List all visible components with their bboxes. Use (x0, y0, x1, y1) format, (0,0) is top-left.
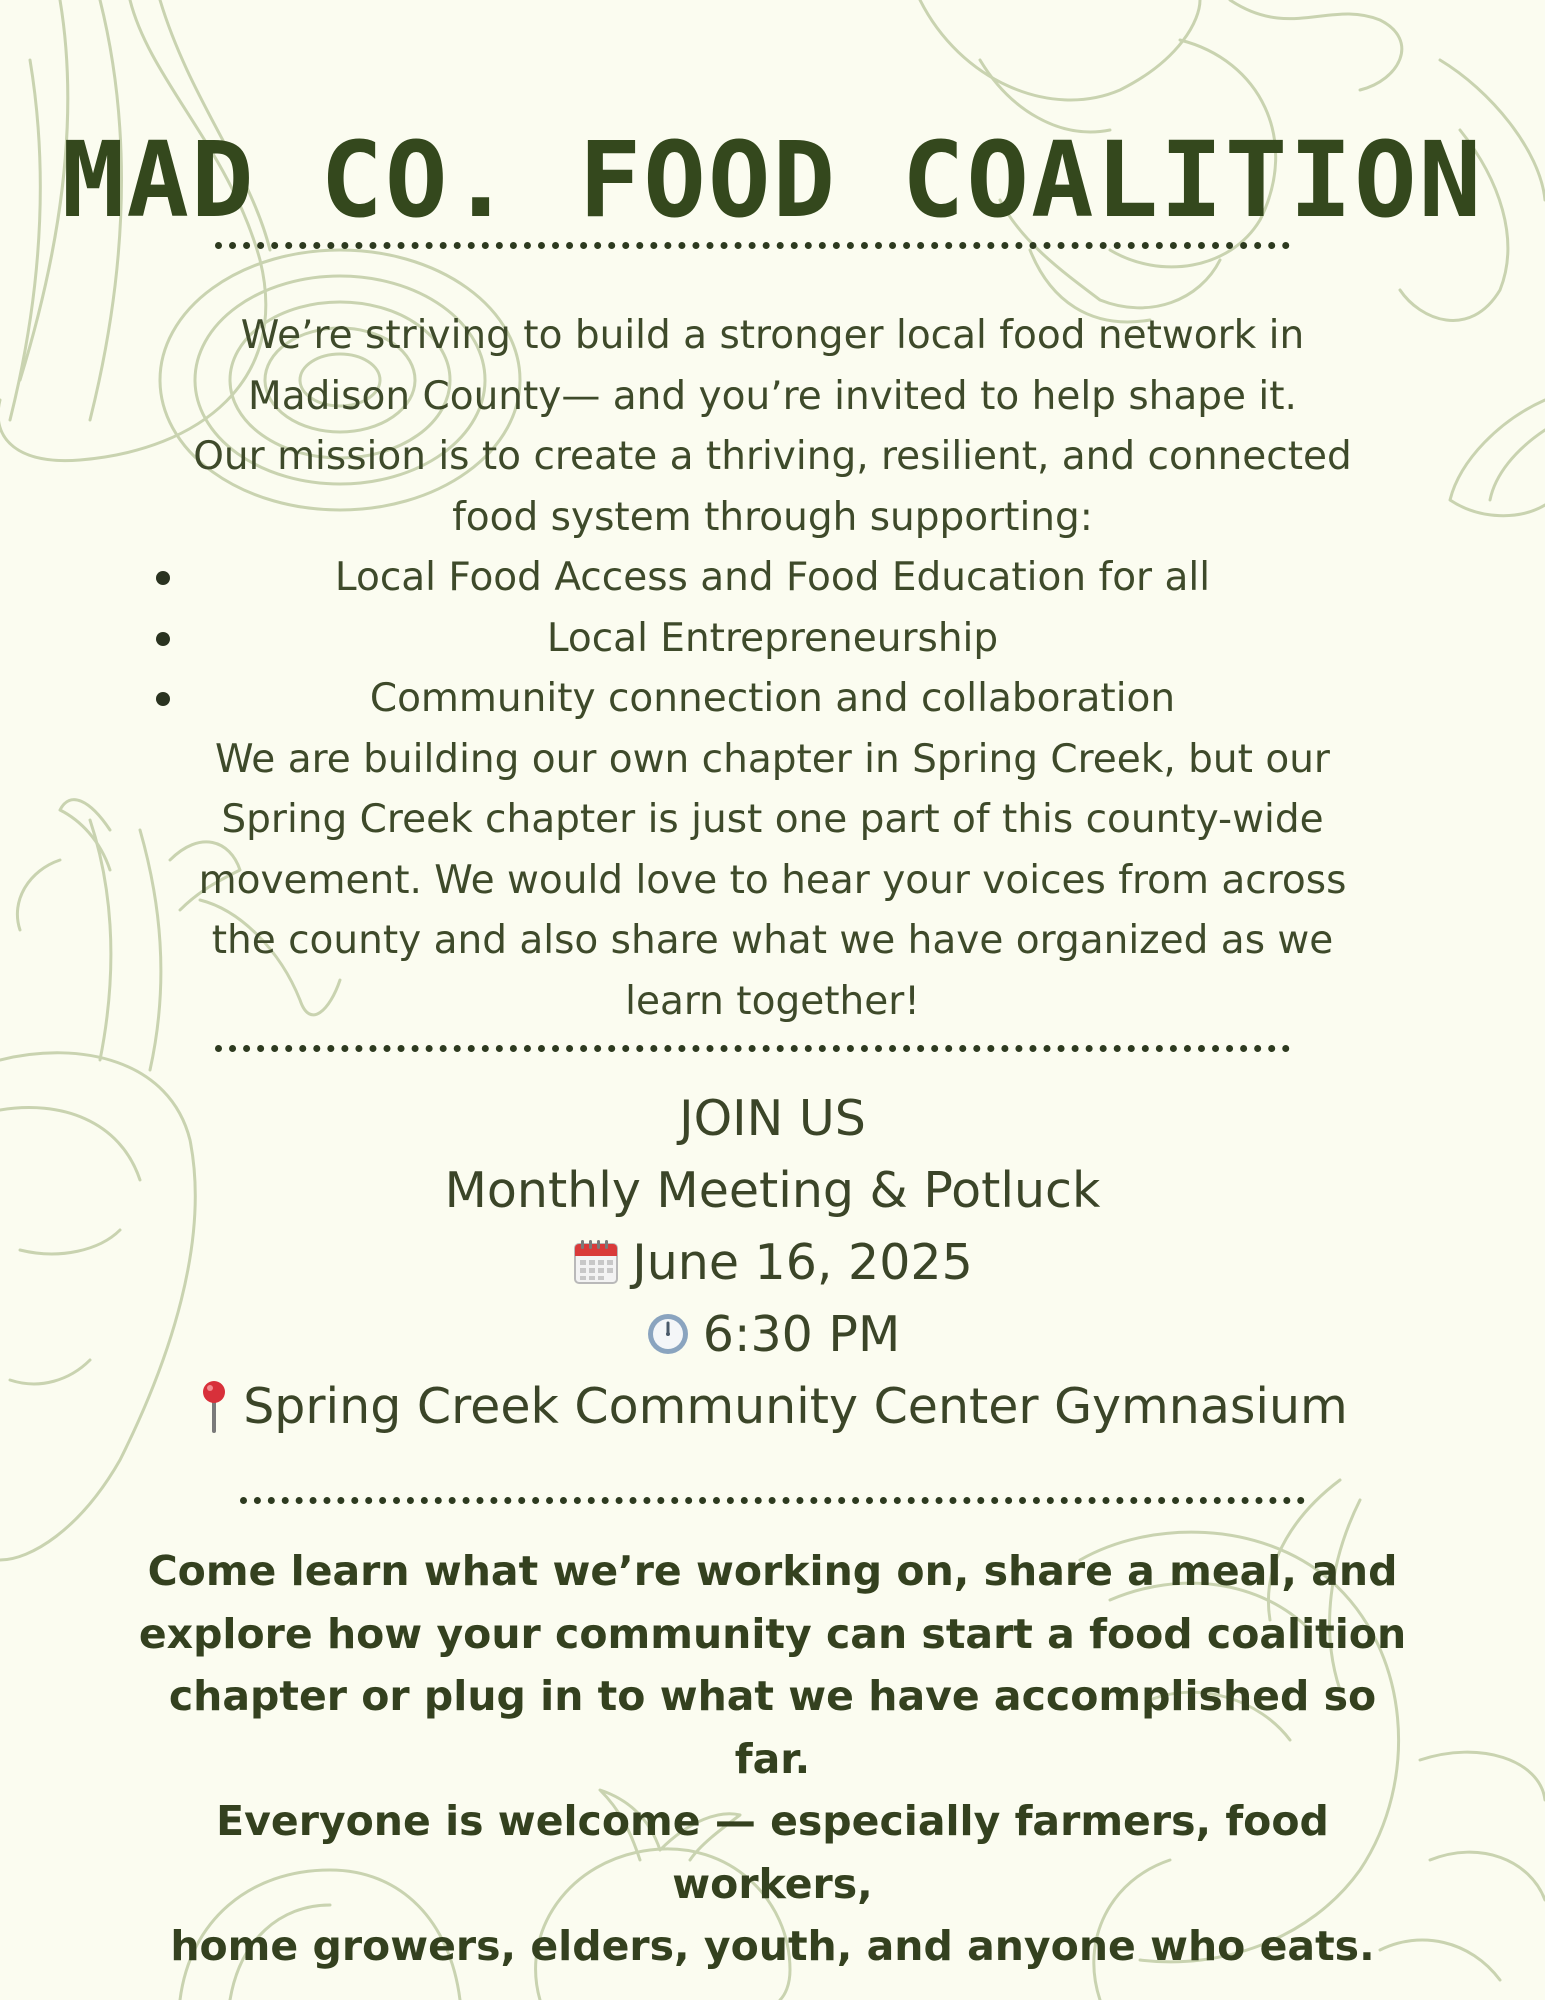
chapter-line: We are building our own chapter in Spring Creek, but our (215, 736, 1330, 782)
chapter-line: movement. We would love to hear your voices from across (198, 857, 1347, 903)
closing-invitation (130, 1540, 1415, 1978)
intro-section (140, 306, 1405, 1032)
event-location: Spring Creek Community Center Gymnasium (243, 1378, 1348, 1435)
dotted-divider-bottom (240, 1497, 1305, 1504)
mission-bullet-item (140, 548, 1405, 609)
mission-bullet-text: Community connection and collaboration (369, 676, 1176, 721)
dotted-divider-top (215, 242, 1290, 249)
event-date: June 16, 2025 (632, 1234, 973, 1291)
chapter-line: Spring Creek chapter is just one part of this county-wide (221, 797, 1324, 842)
bullet-icon (156, 632, 170, 646)
event-location-row (0, 1371, 1545, 1443)
join-us-heading: JOIN US (679, 1090, 866, 1147)
clock-icon (645, 1311, 691, 1357)
closing-line: Everyone is welcome — especially farmers, food workers, (216, 1797, 1329, 1908)
intro-line: We’re striving to build a stronger local food network in (240, 313, 1305, 358)
event-time: 6:30 PM (702, 1306, 901, 1363)
map-pin-icon (197, 1378, 231, 1434)
closing-line: chapter or plug in to what we have accomplished so far. (168, 1672, 1377, 1783)
intro-line: Madison County— and you’re invited to help shape it. (248, 373, 1297, 419)
mission-bullet-text: Local Entrepreneurship (546, 615, 999, 661)
event-details (0, 1083, 1545, 1443)
mission-bullet-item (140, 669, 1405, 730)
event-name: Monthly Meeting & Potluck (444, 1162, 1101, 1219)
intro-line: food system through supporting: (452, 494, 1093, 540)
closing-line: home growers, elders, youth, and anyone who eats. (170, 1922, 1375, 1970)
calendar-icon (572, 1238, 620, 1286)
dotted-divider-middle (215, 1045, 1290, 1052)
mission-bullet-text: Local Food Access and Food Education for all (334, 555, 1211, 600)
bullet-icon (156, 692, 170, 706)
mission-bullet-item (140, 609, 1405, 670)
closing-line: Come learn what we’re working on, share a meal, and (147, 1547, 1398, 1595)
coalition-title: MAD CO. FOOD COALITION (61, 119, 1484, 241)
mission-bullet-list (140, 548, 1405, 730)
chapter-line: learn together! (625, 978, 920, 1024)
bullet-icon (156, 571, 170, 585)
intro-line: Our mission is to create a thriving, resilient, and connected (193, 434, 1352, 479)
closing-line: explore how your community can start a food coalition (138, 1609, 1407, 1658)
event-date-row (0, 1227, 1545, 1299)
chapter-line: the county and also share what we have organized as we (211, 918, 1334, 963)
event-time-row (0, 1299, 1545, 1371)
